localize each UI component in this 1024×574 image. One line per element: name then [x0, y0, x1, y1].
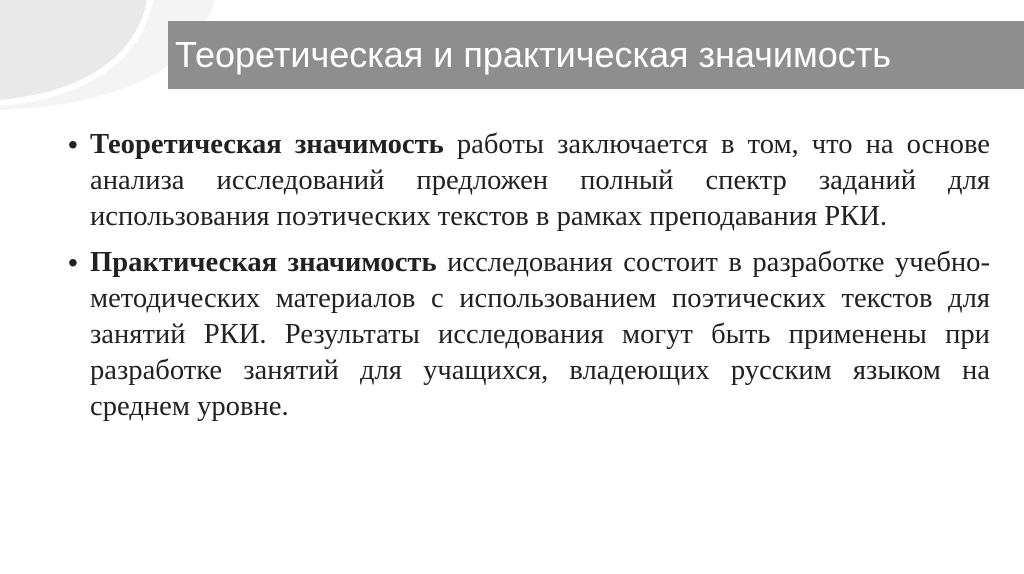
bullet-body: исследования состоит в разработке учебно-методических материалов с использованием поэтических текстов для занятий РКИ. Результаты исследования могут быть применены при разработке занятий для учащихся, владеющих русским языком на среднем уровне.: [90, 247, 990, 422]
bullet-item-practical: [68, 245, 990, 425]
bullet-text: [90, 127, 990, 235]
bullet-text: [90, 245, 990, 425]
bullet-item-theoretical: [68, 127, 990, 235]
slide-title: Теоретическая и практическая значимость: [175, 34, 892, 75]
bullet-list: [68, 127, 990, 435]
bullet-body: работы заключается в том, что на основе анализа исследований предложен полный спектр заданий для использования поэтических текстов в рамках преподавания РКИ.: [90, 129, 990, 232]
bullet-lead: Теоретическая значимость: [90, 129, 444, 160]
bullet-icon: •: [68, 129, 78, 160]
bullet-icon: •: [68, 247, 78, 278]
bullet-lead: Практическая значимость: [90, 247, 437, 278]
